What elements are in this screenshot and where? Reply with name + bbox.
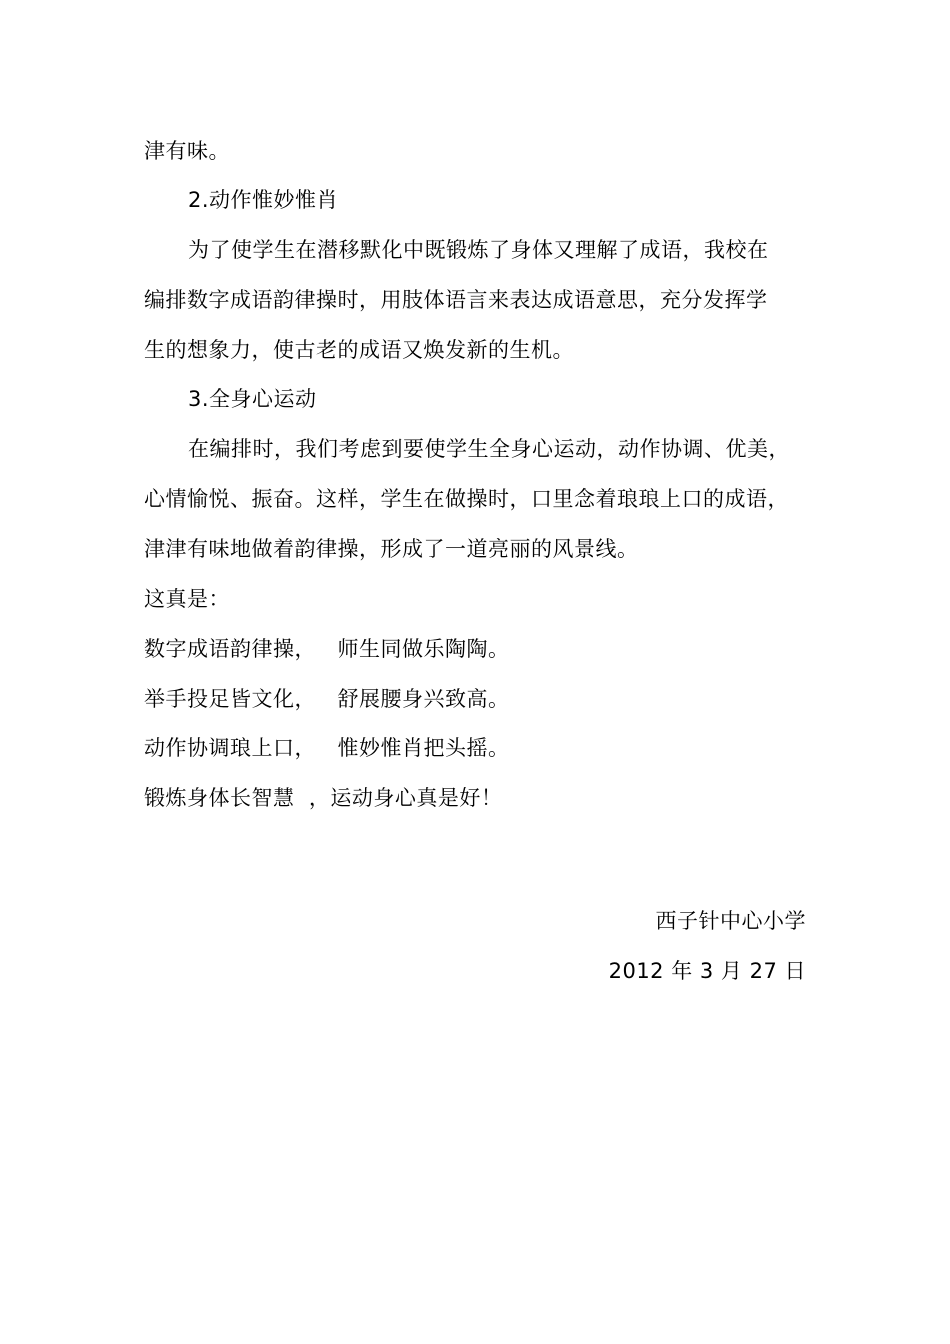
paragraph-2-line-2: 编排数字成语韵律操时，用肢体语言来表达成语意思，充分发挥学: [144, 288, 768, 312]
signature-date: 2012 年 3 月 27 日: [608, 959, 806, 983]
poem-line-1: 数字成语韵律操， 师生同做乐陶陶。: [144, 637, 510, 661]
poem-intro: 这真是：: [144, 587, 230, 611]
paragraph-3-line-3: 津津有味地做着韵律操，形成了一道亮丽的风景线。: [144, 537, 639, 561]
section-heading-3: 3.全身心运动: [188, 387, 317, 411]
signature-school: 西子针中心小学: [655, 909, 806, 933]
poem-line-4: 锻炼身体长智慧 ，运动身心真是好！: [144, 786, 503, 810]
paragraph-2-line-3: 生的想象力，使古老的成语又焕发新的生机。: [144, 338, 574, 362]
section-heading-2: 2.动作惟妙惟肖: [188, 188, 339, 212]
poem-line-3: 动作协调琅上口， 惟妙惟肖把头摇。: [144, 736, 510, 760]
poem-line-2: 举手投足皆文化， 舒展腰身兴致高。: [144, 687, 510, 711]
paragraph-continuation: 津有味。: [144, 139, 230, 163]
paragraph-2-line-1: 为了使学生在潜移默化中既锻炼了身体又理解了成语，我校在: [188, 238, 769, 262]
paragraph-3-line-1: 在编排时，我们考虑到要使学生全身心运动，动作协调、优美，: [188, 437, 790, 461]
paragraph-3-line-2: 心情愉悦、振奋。这样，学生在做操时，口里念着琅琅上口的成语，: [144, 487, 789, 511]
